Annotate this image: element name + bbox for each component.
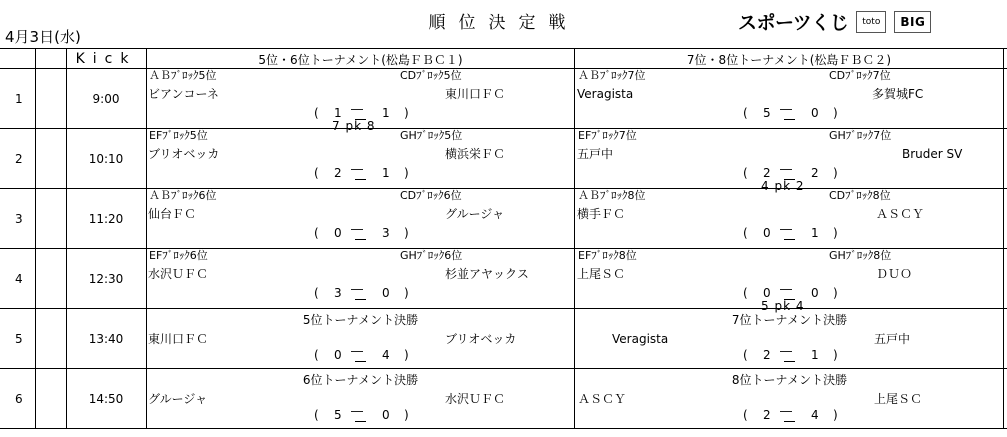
- row-divider-line: [0, 308, 1007, 309]
- block-label-b: CDﾌﾞﾛｯｸ8位: [829, 189, 891, 202]
- score-dash: ―: [780, 404, 792, 418]
- team-b: 上尾ＳＣ: [874, 392, 923, 406]
- score-dash: ―: [351, 222, 363, 236]
- right-tournament-header: 7位・8位トーナメント(松島ＦＢＣ２): [686, 53, 892, 67]
- score-underline: [784, 119, 795, 120]
- score-underline: [355, 361, 366, 362]
- score-close-paren: ): [404, 166, 409, 180]
- block-label-b: GHﾌﾞﾛｯｸ6位: [400, 249, 463, 262]
- page-title: 順位決定戦: [428, 13, 579, 33]
- block-label-b: CDﾌﾞﾛｯｸ5位: [400, 69, 462, 82]
- score-b: 0: [382, 408, 390, 422]
- score-open-paren: (: [743, 408, 748, 422]
- col-line-mid: [574, 48, 575, 428]
- final-label: 8位トーナメント決勝: [731, 373, 848, 387]
- row-divider-line: [0, 428, 1007, 429]
- score-open-paren: (: [314, 348, 319, 362]
- score-close-paren: ): [833, 226, 838, 240]
- score-underline: [355, 421, 366, 422]
- sponsor-logo: [738, 8, 931, 35]
- score-underline: [784, 421, 795, 422]
- score-dash: ―: [780, 162, 792, 176]
- block-label-a: EFﾌﾞﾛｯｸ7位: [578, 129, 637, 142]
- score-underline: [784, 361, 795, 362]
- row-number: 1: [15, 92, 23, 106]
- match-date: 4月3日(水): [5, 28, 81, 46]
- score-underline: [355, 239, 366, 240]
- score-a: 2: [763, 166, 771, 180]
- team-a: ＡＳＣＹ: [578, 392, 627, 406]
- penalty-score: 4 pk 2: [761, 179, 805, 193]
- score-close-paren: ): [833, 166, 838, 180]
- final-label: 7位トーナメント決勝: [731, 313, 848, 327]
- score-underline: [355, 179, 366, 180]
- team-b: 水沢ＵＦＣ: [445, 392, 506, 406]
- block-label-a: ＡＢﾌﾞﾛｯｸ7位: [578, 69, 646, 82]
- score-b: 3: [382, 226, 390, 240]
- block-label-a: ＡＢﾌﾞﾛｯｸ8位: [578, 189, 646, 202]
- score-b: 4: [811, 408, 819, 422]
- score-close-paren: ): [833, 106, 838, 120]
- score-dash: ―: [780, 282, 792, 296]
- score-b: 1: [382, 106, 390, 120]
- score-a: 0: [763, 226, 771, 240]
- team-a: ビアンコーネ: [148, 87, 219, 101]
- team-b: ＡＳＣＹ: [876, 207, 925, 221]
- block-label-a: ＡＢﾌﾞﾛｯｸ5位: [149, 69, 217, 82]
- penalty-score: 7 pk 8: [332, 119, 376, 133]
- score-open-paren: (: [314, 166, 319, 180]
- final-label: 6位トーナメント決勝: [302, 373, 419, 387]
- score-underline: [355, 299, 366, 300]
- team-b: Bruder SV: [902, 147, 963, 161]
- score-dash: ―: [351, 162, 363, 176]
- team-b: 横浜栄ＦＣ: [445, 147, 506, 161]
- score-close-paren: ): [833, 286, 838, 300]
- score-open-paren: (: [314, 286, 319, 300]
- score-open-paren: (: [743, 166, 748, 180]
- block-label-a: EFﾌﾞﾛｯｸ6位: [149, 249, 208, 262]
- score-a: 1: [334, 106, 342, 120]
- row-number: 5: [15, 332, 23, 346]
- col-line-time: [146, 48, 147, 428]
- score-open-paren: (: [743, 226, 748, 240]
- score-underline: [784, 239, 795, 240]
- score-a: 0: [763, 286, 771, 300]
- team-a: 上尾ＳＣ: [577, 267, 626, 281]
- team-b: 杉並アヤックス: [445, 267, 529, 281]
- row-number: 4: [15, 272, 23, 286]
- team-a: 五戸中: [577, 147, 614, 161]
- score-b: 0: [382, 286, 390, 300]
- block-label-a: ＡＢﾌﾞﾛｯｸ6位: [149, 189, 217, 202]
- left-tournament-header: 5位・6位トーナメント(松島ＦＢＣ１): [258, 53, 463, 67]
- team-b: 多賀城FC: [872, 87, 924, 101]
- block-label-a: EFﾌﾞﾛｯｸ8位: [578, 249, 637, 262]
- score-open-paren: (: [314, 408, 319, 422]
- score-dash: ―: [780, 222, 792, 236]
- col-line-right: [1003, 48, 1004, 428]
- kickoff-time: 13:40: [88, 332, 124, 346]
- score-close-paren: ): [404, 286, 409, 300]
- score-b: 0: [811, 106, 819, 120]
- block-label-b: CDﾌﾞﾛｯｸ7位: [829, 69, 891, 82]
- score-dash: ―: [351, 404, 363, 418]
- row-number: 3: [15, 212, 23, 226]
- score-b: 0: [811, 286, 819, 300]
- score-close-paren: ): [833, 348, 838, 362]
- team-b: ＤＵＯ: [876, 267, 913, 281]
- score-close-paren: ): [833, 408, 838, 422]
- score-close-paren: ): [404, 348, 409, 362]
- team-a: 水沢ＵＦＣ: [148, 267, 209, 281]
- score-a: 5: [763, 106, 771, 120]
- score-dash: ―: [780, 102, 792, 116]
- team-a: 東川口ＦＣ: [148, 332, 209, 346]
- score-a: 0: [334, 348, 342, 362]
- score-open-paren: (: [743, 286, 748, 300]
- toto-logo: toto: [856, 11, 886, 33]
- kickoff-time: 9:00: [92, 92, 120, 106]
- team-b: ブリオベッカ: [445, 332, 517, 346]
- score-a: 2: [763, 408, 771, 422]
- block-label-a: EFﾌﾞﾛｯｸ5位: [149, 129, 208, 142]
- team-a: 横手ＦＣ: [577, 207, 626, 221]
- block-label-b: CDﾌﾞﾛｯｸ6位: [400, 189, 462, 202]
- score-dash: ―: [351, 282, 363, 296]
- score-b: 2: [811, 166, 819, 180]
- big-logo: BIG: [894, 11, 931, 33]
- score-a: 5: [334, 408, 342, 422]
- team-a: ブリオベッカ: [148, 147, 220, 161]
- score-open-paren: (: [743, 106, 748, 120]
- score-open-paren: (: [314, 226, 319, 240]
- kickoff-time: 11:20: [88, 212, 124, 226]
- kickoff-time: 10:10: [88, 152, 124, 166]
- score-close-paren: ): [404, 106, 409, 120]
- score-a: 2: [334, 166, 342, 180]
- team-a: Veragista: [577, 87, 634, 101]
- row-divider-line: [0, 368, 1007, 369]
- header-bottom-line-left: [0, 68, 66, 69]
- team-b: グルージャ: [445, 207, 505, 221]
- score-open-paren: (: [314, 106, 319, 120]
- team-a: グルージャ: [148, 392, 208, 406]
- score-open-paren: (: [743, 348, 748, 362]
- kickoff-time: 14:50: [88, 392, 124, 406]
- team-b: 東川口ＦＣ: [445, 87, 506, 101]
- final-label: 5位トーナメント決勝: [302, 313, 419, 327]
- row-number: 6: [15, 392, 23, 406]
- score-b: 4: [382, 348, 390, 362]
- kickoff-time: 12:30: [88, 272, 124, 286]
- row-number: 2: [15, 152, 23, 166]
- score-a: 0: [334, 226, 342, 240]
- score-b: 1: [382, 166, 390, 180]
- score-dash: ―: [351, 102, 363, 116]
- score-a: 2: [763, 348, 771, 362]
- col-line-num: [35, 48, 36, 428]
- score-b: 1: [811, 348, 819, 362]
- score-close-paren: ): [404, 226, 409, 240]
- team-a: Veragista: [612, 332, 669, 346]
- score-dash: ―: [780, 344, 792, 358]
- score-b: 1: [811, 226, 819, 240]
- block-label-b: GHﾌﾞﾛｯｸ8位: [829, 249, 892, 262]
- sports-kuji-logo: スポーツくじ: [738, 12, 849, 34]
- team-b: 五戸中: [874, 332, 911, 346]
- penalty-score: 5 pk 4: [761, 299, 805, 313]
- score-close-paren: ): [404, 408, 409, 422]
- block-label-b: GHﾌﾞﾛｯｸ7位: [829, 129, 892, 142]
- score-dash: ―: [351, 344, 363, 358]
- block-label-b: GHﾌﾞﾛｯｸ5位: [400, 129, 463, 142]
- kick-header: Kick: [75, 51, 137, 67]
- table-top-line: [0, 48, 1007, 49]
- score-a: 3: [334, 286, 342, 300]
- team-a: 仙台ＦＣ: [148, 207, 197, 221]
